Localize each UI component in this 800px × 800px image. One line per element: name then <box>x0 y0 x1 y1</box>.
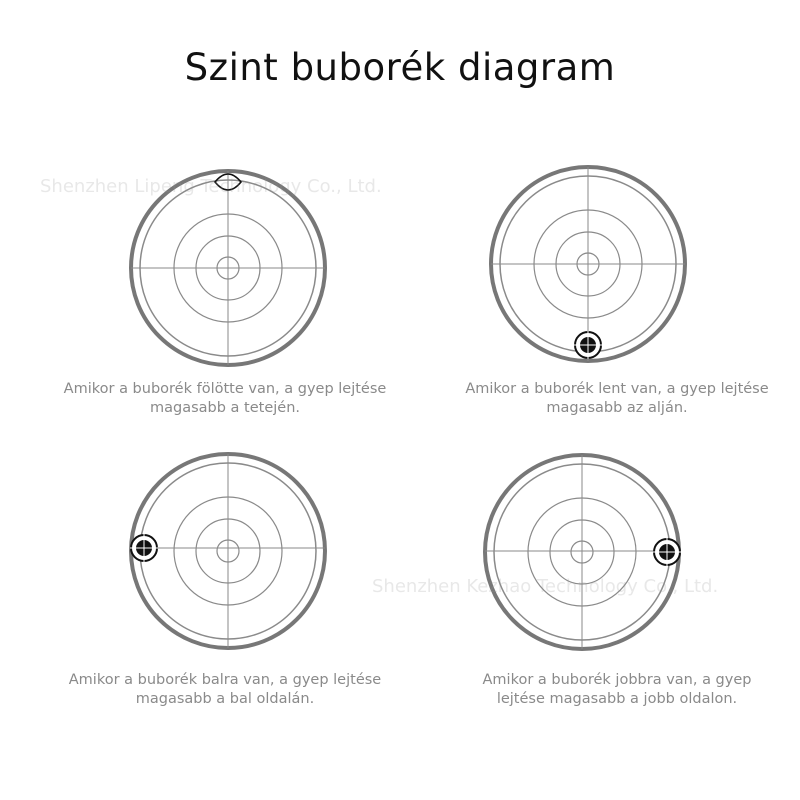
caption-right <box>437 671 797 709</box>
level-vial <box>488 164 688 364</box>
level-diagram-left <box>128 451 328 651</box>
caption-line: magasabb a bal oldalán. <box>135 691 315 707</box>
level-vial <box>128 168 328 368</box>
level-vial <box>128 451 328 651</box>
bubble-icon <box>130 534 158 562</box>
caption-left <box>45 671 405 709</box>
level-diagram-bottom <box>488 164 688 364</box>
bubble-icon <box>653 538 681 566</box>
caption-bottom <box>437 380 797 418</box>
caption-line: Amikor a buborék balra van, a gyep lejtése <box>68 672 382 688</box>
caption-line: magasabb az alján. <box>546 400 688 416</box>
caption-line: Amikor a buborék fölötte van, a gyep lejtése <box>63 381 387 397</box>
caption-line: Amikor a buborék lent van, a gyep lejtése <box>465 381 769 397</box>
level-vial <box>482 452 682 652</box>
page-title: Szint buborék diagram <box>184 46 616 89</box>
watermark: Shenzhen Lipeng Technology Co., Ltd. <box>40 176 382 197</box>
caption-top <box>45 380 405 418</box>
level-diagram-top <box>128 168 328 368</box>
caption-line: magasabb a tetején. <box>149 400 300 416</box>
caption-line: lejtése magasabb a jobb oldalon. <box>496 691 738 707</box>
caption-line: Amikor a buborék jobbra van, a gyep <box>482 672 752 688</box>
level-diagram-right <box>482 452 682 652</box>
bubble-icon <box>574 331 602 359</box>
watermark: Shenzhen Kezhao Technology Co., Ltd. <box>372 576 719 597</box>
